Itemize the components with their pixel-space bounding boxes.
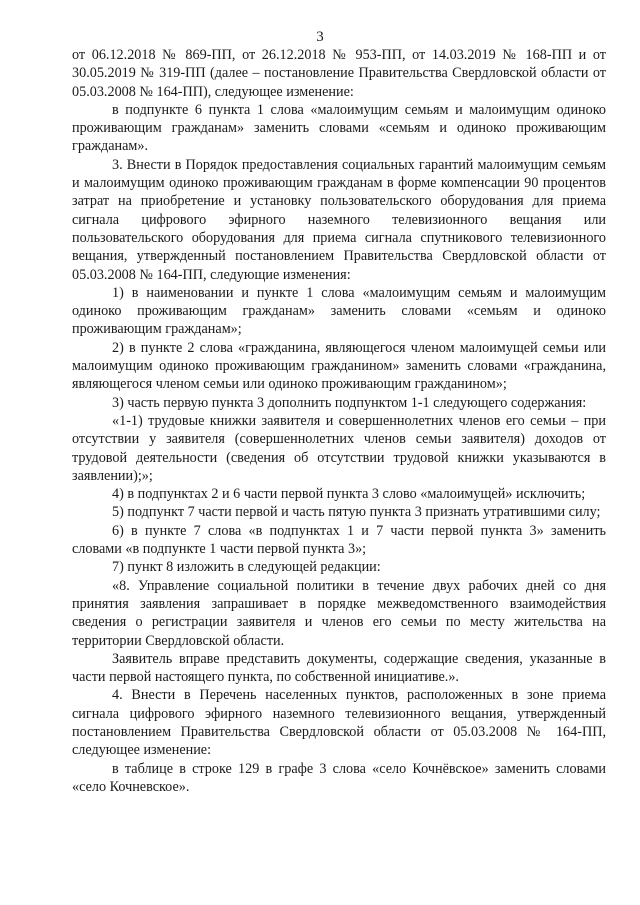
paragraph-subitem-6: 6) в пункте 7 слова «в подпунктах 1 и 7 части первой пункта 3» заменить словами «в подпункте 1 части первой пункта 3»; xyxy=(72,522,606,558)
paragraph-subitem-4: 4) в подпунктах 2 и 6 части первой пункта 3 слово «малоимущей» исключить; xyxy=(112,486,586,503)
paragraph-subitem-7: 7) пункт 8 изложить в следующей редакции: xyxy=(112,559,381,576)
paragraph-table-change: в таблице в строке 129 в графе 3 слова «село Кочнёвское» заменить словами «село Кочневское». xyxy=(72,760,606,795)
paragraph-subitem-3: 3) часть первую пункта 3 дополнить подпунктом 1-1 следующего содержания: xyxy=(112,394,587,411)
paragraph-subitem-1: 1) в наименовании и пункте 1 слова «малоимущим семьям и малоимущим одиноко проживающим гражданам» заменить словами «семьям и одиноко проживающим гражданам»; xyxy=(72,284,606,338)
paragraph-point-8-quote: «8. Управление социальной политики в течение двух рабочих дней со дня принятия заявления запрашивает в порядке межведомственного взаимодействия сведения о регистрации заявителя и членов его семьи по месту жительства на территории Свердловской области. xyxy=(72,577,606,649)
document-body xyxy=(72,46,606,796)
paragraph-subitem-2: 2) в пункте 2 слова «гражданина, являющегося членом малоимущей семьи или малоимущим одиноко проживающим гражданином» заменить словами «гражданина, являющегося членом семьи или одиноко проживающим гражданином»; xyxy=(72,339,606,393)
paragraph-point-8-continuation: Заявитель вправе представить документы, содержащие сведения, указанные в части первой настоящего пункта, по собственной инициативе.». xyxy=(72,650,606,686)
paragraph-amendment-point-1: в подпункте 6 пункта 1 слова «малоимущим семьям и малоимущим одиноко проживающим гражданам» заменить словами «семьям и одиноко проживающим гражданам». xyxy=(72,101,606,155)
paragraph-subitem-5: 5) подпункт 7 части первой и часть пятую пункта 3 признать утратившими силу; xyxy=(112,504,601,521)
paragraph-continuation: от 06.12.2018 № 869-ПП, от 26.12.2018 № 953-ПП, от 14.03.2019 № 168-ПП и от 30.05.2019 № 319-ПП (далее – постановление Правительства Свердловской области от 05.03.2008 № 164-ПП), следующее изменение: xyxy=(72,47,606,100)
paragraph-item-4: 4. Внести в Перечень населенных пунктов, расположенных в зоне приема сигнала цифрового эфирного наземного телевизионного вещания, утвержденный постановлением Правительства Свердловской области от 05.03.2008 № 164-ПП, следующее изменение: xyxy=(72,687,606,759)
paragraph-subitem-3-quote: «1-1) трудовые книжки заявителя и совершеннолетних членов его семьи – при отсутствии у заявителя (совершеннолетних членов семьи заявителя) доходов от трудовой деятельности (сведения об отсутствии трудовой книжки указываются в заявлении);»; xyxy=(72,412,606,484)
paragraph-item-3: 3. Внести в Порядок предоставления социальных гарантий малоимущим семьям и малоимущим одиноко проживающим гражданам в форме компенсации 90 процентов затрат на приобретение и установку пользовательского оборудования для приема сигнала цифрового эфирного наземного телевизионного вещания или пользовательского оборудования для приема сигнала спутникового телевизионного вещания, утвержденный постановлением Правительства Свердловской области от 05.03.2008 № 164-ПП, следующие изменения: xyxy=(72,156,606,283)
page-number: 3 xyxy=(316,29,324,45)
